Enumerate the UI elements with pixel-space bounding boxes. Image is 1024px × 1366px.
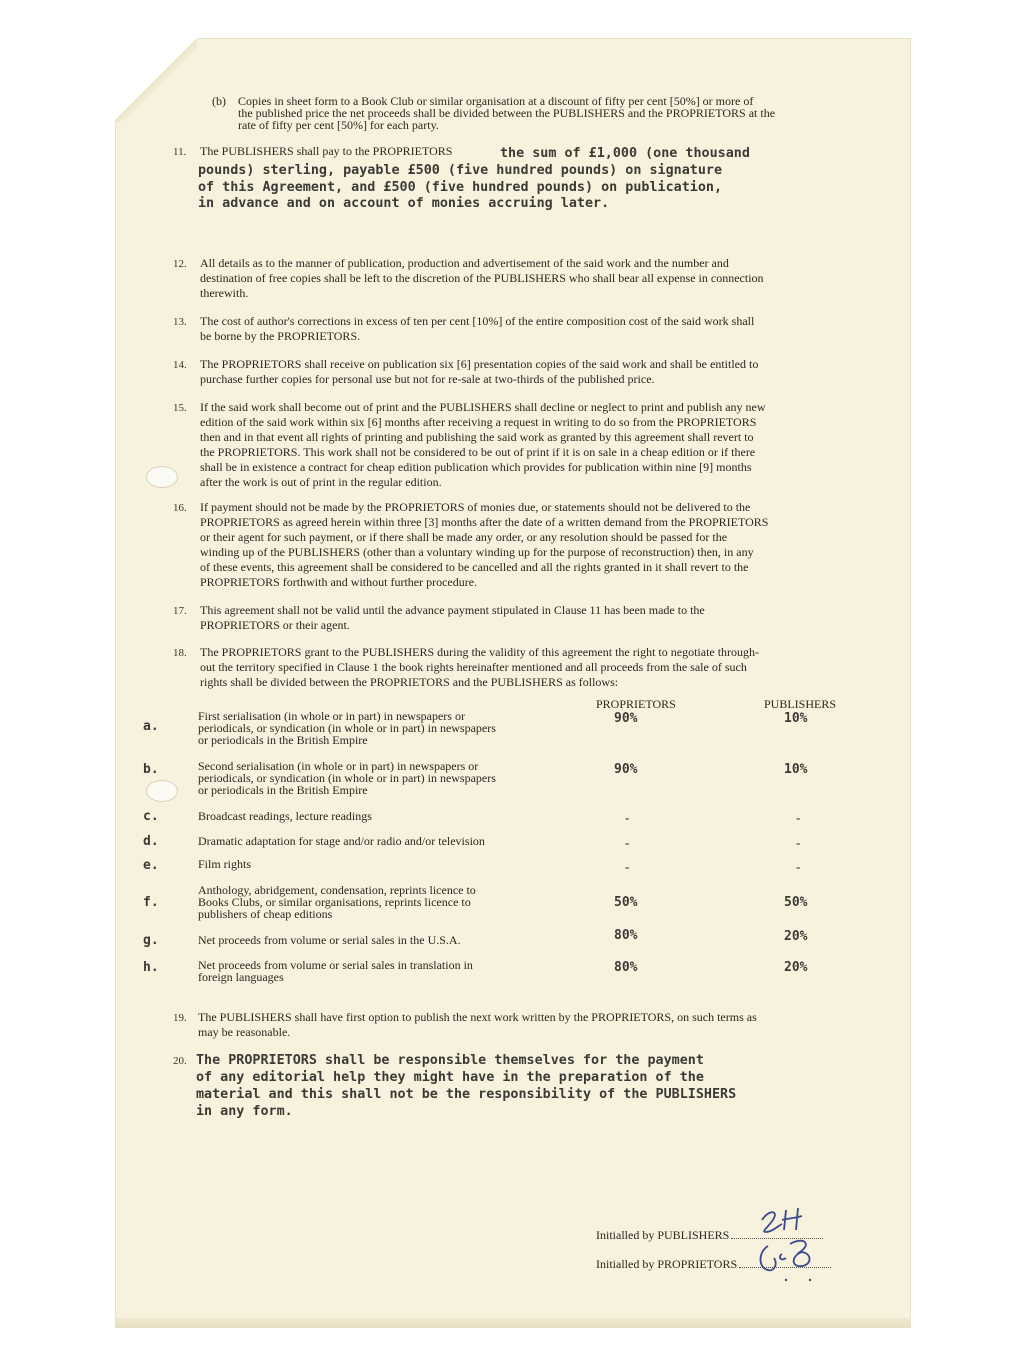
clause-18-line2: out the territory specified in Clause 1 the book rights hereinafter mentioned and all proceeds from the sale of such [200,660,747,674]
clause-10b-line1: Copies in sheet form to a Book Club or similar organisation at a discount of fifty per cent [50%] or more of [238,94,754,108]
clause-14-line2: purchase further copies for personal use but not for re-sale at two-thirds of the published price. [200,372,655,386]
clause-17-line2: PROPRIETORS or their agent. [200,618,350,632]
row-h-text-1: Net proceeds from volume or serial sales in translation in [198,958,473,972]
clause-20-typed-4: in any form. [196,1104,293,1119]
row-b-proprietors-share: 90% [614,762,638,777]
publishers-initials-signature [752,1204,816,1238]
column-header-proprietors: PROPRIETORS [596,697,676,711]
clause-14-number: 14. [173,359,187,371]
column-header-publishers: PUBLISHERS [764,697,837,711]
clause-15-line2: edition of the said work within six [6] months after receiving a request in writing to do so from the PROPRIETORS [200,415,757,429]
clause-20-typed-3: material and this shall not be the responsibility of the PUBLISHERS [196,1087,737,1102]
clause-16-line5: of these events, this agreement shall be considered to be cancelled and all the rights granted in it shall revert to the [200,560,749,574]
initialled-publishers-label: Initialled by PUBLISHERS [596,1228,730,1242]
clause-16-line2: PROPRIETORS as agreed herein within three [3] months after the date of a written demand from the PROPRIETORS [200,515,769,529]
clause-11-number: 11. [173,146,187,158]
clause-14-line1: The PROPRIETORS shall receive on publication six [6] presentation copies of the said work and shall be entitled to [200,357,759,371]
row-a-text-3: or periodicals in the British Empire [198,733,368,747]
clause-11-printed: The PUBLISHERS shall pay to the PROPRIETORS [200,144,453,158]
row-g-letter: g. [143,933,159,948]
row-c-proprietors-share: - [625,810,630,825]
clause-12-line3: therewith. [200,286,249,300]
row-a-publishers-share: 10% [784,711,808,726]
clause-15-line5: shall be in existence a contract for cheap edition publication which provides for publication within nine [9] months [200,460,752,474]
row-b-publishers-share: 10% [784,762,808,777]
punch-hole-bottom [146,780,178,802]
clause-17-number: 17. [173,605,187,617]
row-f-publishers-share: 50% [784,895,808,910]
clause-13-line1: The cost of author's corrections in excess of ten per cent [10%] of the entire composition cost of the said work shall [200,314,755,328]
row-d-text-1: Dramatic adaptation for stage and/or radio and/or television [198,834,485,848]
clause-13-number: 13. [173,316,187,328]
proprietors-initials-signature [756,1236,820,1284]
row-d-proprietors-share: - [625,835,630,850]
row-d-publishers-share: - [796,835,801,850]
clause-15-line6: after the work is out of print in the regular edition. [200,475,442,489]
row-e-publishers-share: - [796,859,801,874]
clause-18-number: 18. [173,647,187,659]
clause-19-line1: The PUBLISHERS shall have first option to publish the next work written by the PROPRIETORS, on such terms as [198,1010,757,1024]
row-f-text-3: publishers of cheap editions [198,907,333,921]
row-b-text-3: or periodicals in the British Empire [198,783,368,797]
clause-17-line1: This agreement shall not be valid until the advance payment stipulated in Clause 11 has been made to the [200,603,705,617]
row-g-text-1: Net proceeds from volume or serial sales in the U.S.A. [198,933,461,947]
clause-15-line4: the PROPRIETORS. This work shall not be considered to be out of print if it is on sale in a cheap edition or if there [200,445,756,459]
row-b-text-1: Second serialisation (in whole or in part) in newspapers or [198,759,479,773]
clause-13-line2: be borne by the PROPRIETORS. [200,329,361,343]
row-h-publishers-share: 20% [784,960,808,975]
row-e-proprietors-share: - [625,859,630,874]
punch-hole-top [146,466,178,488]
row-h-text-2: foreign languages [198,970,284,984]
clause-11-typed-2: pounds) sterling, payable £500 (five hundred pounds) on signature [198,163,723,178]
row-h-letter: h. [143,960,159,975]
row-g-publishers-share: 20% [784,929,808,944]
row-f-letter: f. [143,895,159,910]
row-d-letter: d. [143,834,159,849]
clause-12-line1: All details as to the manner of publication, production and advertisement of the said work and the number and [200,256,729,270]
row-e-text-1: Film rights [198,857,252,871]
row-c-text-1: Broadcast readings, lecture readings [198,809,372,823]
clause-11-typed-3: of this Agreement, and £500 (five hundred pounds) on publication, [198,180,723,195]
clause-16-line4: winding up of the PUBLISHERS (other than a voluntary winding up for the purpose of reconstruction) then, in any [200,545,754,559]
row-f-text-1: Anthology, abridgement, condensation, reprints licence to [198,883,476,897]
row-e-letter: e. [143,858,159,873]
clause-10b-label: (b) [212,94,226,108]
row-h-proprietors-share: 80% [614,960,638,975]
initialled-proprietors-label: Initialled by PROPRIETORS [596,1257,738,1271]
clause-18-line3: rights shall be divided between the PROPRIETORS and the PUBLISHERS as follows: [200,675,619,689]
folded-corner [115,38,197,122]
clause-15-line3: then and in that event all rights of printing and publishing the said work as granted by this agreement shall revert to [200,430,754,444]
row-a-text-2: periodicals, or syndication (in whole or in part) in newspapers [198,721,496,735]
row-b-text-2: periodicals, or syndication (in whole or in part) in newspapers [198,771,496,785]
row-a-letter: a. [143,719,159,734]
clause-10b-line3: rate of fifty per cent [50%] for each party. [238,118,439,132]
clause-15-number: 15. [173,402,187,414]
row-c-publishers-share: - [796,810,801,825]
clause-20-number: 20. [173,1055,187,1067]
row-g-proprietors-share: 80% [614,928,638,943]
row-f-proprietors-share: 50% [614,895,638,910]
clause-16-line6: PROPRIETORS forthwith and without further procedure. [200,575,478,589]
clause-10b-line2: the published price the net proceeds shall be divided between the PUBLISHERS and the PROPRIETORS at the [238,106,776,120]
clause-11-typed-4: in advance and on account of monies accruing later. [198,196,610,211]
clause-12-number: 12. [173,258,187,270]
clause-19-number: 19. [173,1012,187,1024]
paper-edge [115,1318,911,1328]
clause-15-line1: If the said work shall become out of print and the PUBLISHERS shall decline or neglect to print and publish any new [200,400,766,414]
row-a-text-1: First serialisation (in whole or in part) in newspapers or [198,709,465,723]
clause-12-line2: destination of free copies shall be left to the discretion of the PUBLISHERS who shall bear all expense in connection [200,271,764,285]
row-c-letter: c. [143,809,159,824]
clause-20-typed-1: The PROPRIETORS shall be responsible themselves for the payment [196,1053,704,1068]
row-f-text-2: Books Clubs, or similar organisations, reprints licence to [198,895,471,909]
clause-20-typed-2: of any editorial help they might have in the preparation of the [196,1070,704,1085]
clause-18-line1: The PROPRIETORS grant to the PUBLISHERS during the validity of this agreement the right to negotiate through- [200,645,760,659]
clause-16-line3: or their agent for such payment, or if there shall be made any order, or any resolution should be passed for the [200,530,728,544]
clause-19-line2: may be reasonable. [198,1025,291,1039]
clause-16-number: 16. [173,502,187,514]
clause-16-line1: If payment should not be made by the PROPRIETORS of monies due, or statements should not be delivered to the [200,500,751,514]
row-b-letter: b. [143,762,159,777]
row-a-proprietors-share: 90% [614,711,638,726]
clause-11-typed-1: the sum of £1,000 (one thousand [500,146,750,161]
